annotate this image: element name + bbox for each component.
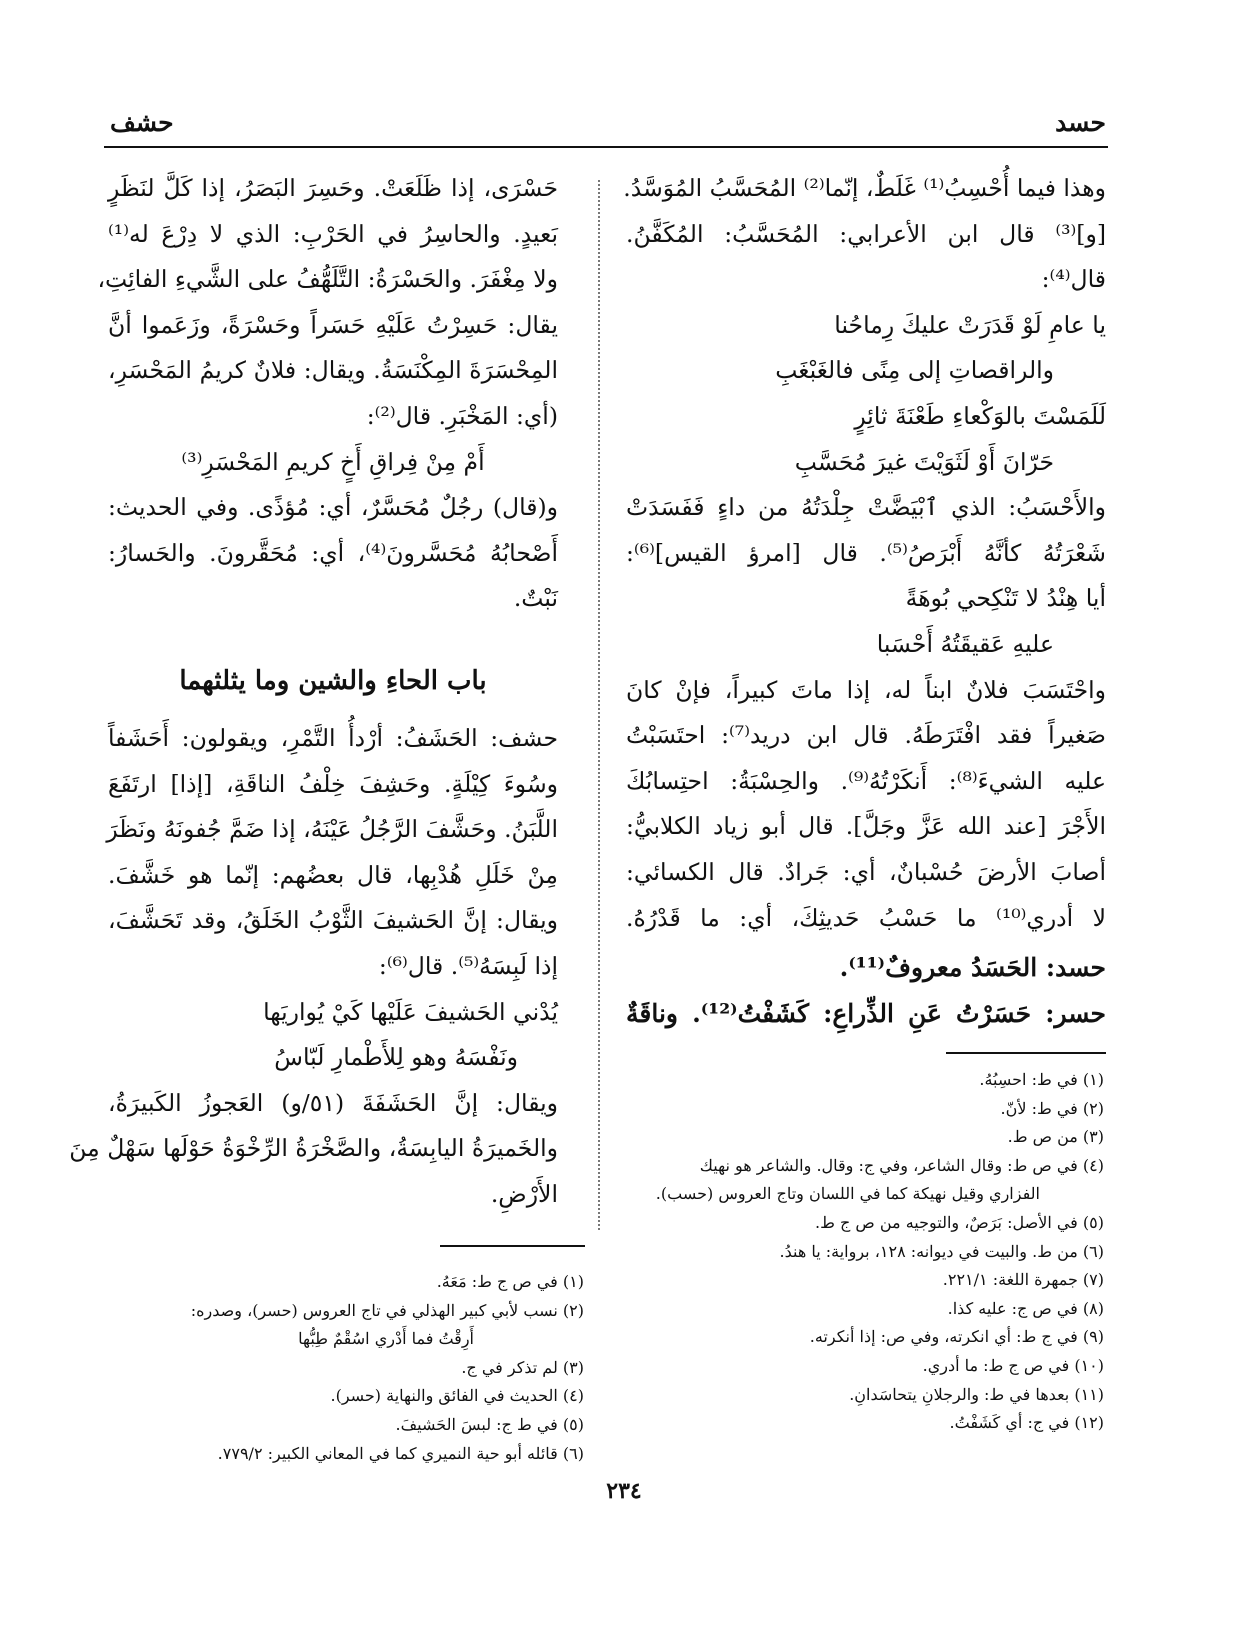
text-line: وسُوءَ كِيْلَةٍ. وحَشِفَ خِلْفُ الناقَةِ، [إذا] ارتَفَعَ — [108, 769, 558, 798]
footnotes-left — [104, 1268, 584, 1468]
left-text-column — [69, 166, 558, 1217]
footnote-rule-right — [946, 1052, 1106, 1054]
text-line: يقال: حَسِرْتُ عَلَيْهِ حَسَراً وحَسْرَةً، وزَعَموا أنَّ — [108, 310, 558, 339]
entry-heading-line: حسر: حَسَرْتُ عَنِ الذِّراعِ: كَشَفْتُ⁽¹²⁾. وناقَةٌ — [626, 998, 1107, 1028]
text-line: ويقال: إنَّ الحَشَفَةَ (٥١/و) العَجوزُ الكَبيرَةُ، — [108, 1088, 558, 1117]
footnote-verse: أَرِقْتُ فما أَدْري اسُقْمٌ طِبُّها — [298, 1329, 474, 1349]
footnote: (٢) في ط: لأنّ. — [1000, 1098, 1104, 1118]
footnote: (١) في ص ج ط: مَعَهُ. — [436, 1272, 584, 1291]
footnote: (٨) في ص ج: عليه كذا. — [947, 1298, 1104, 1318]
header-rule — [104, 146, 1108, 148]
footnote: (٣) لم تذكر في ج. — [461, 1357, 584, 1377]
page-number: ٢٣٤ — [606, 1478, 642, 1504]
text-line: أَصْحابُهُ مُحَسَّرونَ⁽⁴⁾، أي: مُحَقَّرونَ. والحَسارُ: — [108, 538, 558, 567]
text-line: و(قال) رجُلٌ مُحَسَّرٌ، أي: مُؤذًى. وفي الحديث: — [108, 493, 558, 522]
footnote: (٢) نسب لأبي كبير الهذلي في تاج العروس (حسر)، وصدره: — [190, 1300, 584, 1320]
text-line: شَعْرَتُهُ كأنَّهُ أَبْرَصُ⁽⁵⁾. قال [امرؤ القيس]⁽⁶⁾: — [626, 538, 1106, 567]
poetry-verse: يُدْني الحَشيفَ عَلَيْها كَيْ يُواريَها — [263, 997, 558, 1026]
text-line: اللَّبَنُ. وحَشَّفَ الرَّجُلُ عَيْنَهُ، إذا ضَمَّ جُفونَهُ ونَظَرَ — [106, 815, 558, 844]
header-root-word-left: حشف — [110, 108, 174, 137]
text-line: الأَرْضِ. — [490, 1179, 558, 1208]
footnote: (٧) جمهرة اللغة: ٢٢١/١. — [942, 1270, 1104, 1290]
poetry-verse: ونَفْسَهُ وهو لِلأَطْمارِ لَبّاسُ — [274, 1043, 518, 1072]
text-line: مِنْ خَلَلِ هُدْبِها، قال بعضُهم: إنّما هو خَشَّفَ. — [108, 860, 558, 889]
text-line: ويقال: إنَّ الحَشيفَ الثَّوْبُ الخَلَقُ، وقد تَحَشَّفَ، — [108, 906, 558, 935]
poetry-verse: حَرّانَ أَوْ لَثَوَيْتَ غيرَ مُحَسَّبِ — [794, 447, 1054, 476]
right-text-column — [623, 166, 1107, 1036]
poetry-verse: أَمْ مِنْ فِراقِ أَخٍ كريمِ المَحْسَرِ⁽³⁾ — [181, 447, 485, 476]
text-line: حشف: الحَشَفُ: أرْدأُ التَّمْرِ، ويقولون: أَحَشَفاً — [108, 723, 558, 752]
column-divider — [598, 180, 600, 1230]
text-line: ولا مِغْفَرَ. والحَسْرَةُ: التَّلَهُّفُ على الشَّيءِ الفائِتِ، — [97, 265, 558, 294]
footnote-continuation: الفزاري وقيل نهيكة كما في اللسان وتاج العروس (حسب). — [655, 1184, 1040, 1204]
footnote: (١١) بعدها في ط: والرجلانِ يتحاسَدانِ. — [849, 1384, 1104, 1404]
entry-heading-line: حسد: الحَسَدُ معروفٌ⁽¹¹⁾. — [839, 953, 1106, 983]
footnote: (٤) الحديث في الفائق والنهاية (حسر). — [330, 1386, 584, 1406]
header-root-word-right: حسد — [1055, 108, 1106, 137]
poetry-verse: أيا هِنْدُ لا تَنْكِحي بُوهَةً — [905, 584, 1106, 613]
footnotes-right — [634, 1066, 1104, 1438]
text-line: الأَجْرَ [عند الله عَزَّ وجَلَّ]. قال أبو زياد الكلابيُّ: — [626, 812, 1106, 841]
footnote: (٩) في ج ط: أي انكرته، وفي ص: إذا أنكرته. — [809, 1327, 1104, 1347]
text-line: حَسْرَى، إذا ظَلَعَتْ. وحَسِرَ البَصَرُ، إذا كَلَّ لنَظَرٍ — [108, 174, 558, 202]
text-line: أصابَ الأرضَ حُسْبانٌ، أي: جَرادٌ. قال الكسائي: — [626, 857, 1106, 886]
text-line: قال⁽⁴⁾: — [1041, 265, 1106, 294]
poetry-verse: عليهِ عَقيقَتُهُ أَحْسَبا — [876, 629, 1054, 658]
text-line: بَعيدٍ. والحاسِرُ في الحَرْبِ: الذي لا دِرْعَ له⁽¹⁾ — [108, 219, 558, 248]
poetry-verse: لَلَمَسْتَ بالوَكْعاءِ طَعْنَةَ ثائِرٍ — [854, 401, 1106, 430]
text-line: والأَحْسَبُ: الذي ٱبْيَضَّتْ جِلْدَتُهُ من داءٍ فَفَسَدَتْ — [626, 493, 1106, 522]
text-line: والخَميرَةُ اليابِسَةُ، والصَّخْرَةُ الرِّخْوَةُ حَوْلَها سَهْلٌ مِنَ — [69, 1134, 558, 1163]
section-title: باب الحاءِ والشين وما يثلثهما — [179, 665, 487, 696]
footnote: (١٠) في ص ج ط: ما أدري. — [922, 1355, 1104, 1375]
text-line: واحْتَسَبَ فلانٌ ابناً له، إذا ماتَ كبيراً، فإنْ كانَ — [626, 675, 1106, 704]
footnote: (١) في ط: احسِبُهُ. — [979, 1070, 1104, 1089]
poetry-verse: يا عامِ لَوْ قَدَرَتْ عليكَ رِماحُنا — [834, 310, 1106, 339]
text-line: وهذا فيما أُحْسِبُ⁽¹⁾ غَلَطٌ، إنّما⁽²⁾ المُحَسَّبُ المُوَسَّدُ. — [623, 174, 1106, 202]
footnote: (٥) في ط ج: لبسَ الحَشيفَ. — [395, 1414, 584, 1434]
text-line: إذا لَبِسَهُ⁽⁵⁾. قال⁽⁶⁾: — [378, 951, 558, 980]
text-line: لا أدري⁽¹⁰⁾ ما حَسْبُ حَديثِكَ، أي: ما قَدْرُهُ. — [626, 903, 1106, 932]
text-line: [و]⁽³⁾ قال ابن الأعرابي: المُحَسَّبُ: المُكَفَّنُ. — [626, 219, 1106, 248]
footnote: (٣) من ص ط. — [1007, 1127, 1104, 1147]
footnote: (٥) في الأصل: بَرَصٌ، والتوجيه من ص ج ط. — [815, 1212, 1104, 1232]
footnote-rule-left — [440, 1245, 585, 1247]
text-line: المِحْسَرَةَ المِكْنَسَةُ. ويقال: فلانٌ كريمُ المَحْسَرِ، — [108, 356, 558, 385]
footnote: (١٢) في ج: أي كَشَفْتُ. — [949, 1413, 1104, 1433]
text-line: (أي: المَخْبَرِ. قال⁽²⁾: — [366, 401, 558, 430]
text-line: عليه الشيءَ⁽⁸⁾: أَنكَرْتُهُ⁽⁹⁾. والحِسْبَةُ: احتِسابُكَ — [626, 766, 1106, 795]
poetry-verse: والراقصاتِ إلى مِنًى فالغَبْغَبِ — [775, 356, 1054, 385]
footnote: (٦) من ط. والبيت في ديوانه: ١٢٨، برواية: يا هندُ. — [779, 1241, 1104, 1261]
footnote: (٤) في ص ط: وقال الشاعر، وفي ج: وقال. والشاعر هو نهيك — [699, 1155, 1104, 1175]
text-line: نَبْتٌ. — [513, 584, 558, 613]
text-line: صَغيراً فقد افْتَرَطَهُ. قال ابن دريد⁽⁷⁾: احتَسَبْتُ — [626, 721, 1106, 750]
footnote: (٦) قائله أبو حية النميري كما في المعاني الكبير: ٧٧٩/٢. — [217, 1443, 584, 1463]
